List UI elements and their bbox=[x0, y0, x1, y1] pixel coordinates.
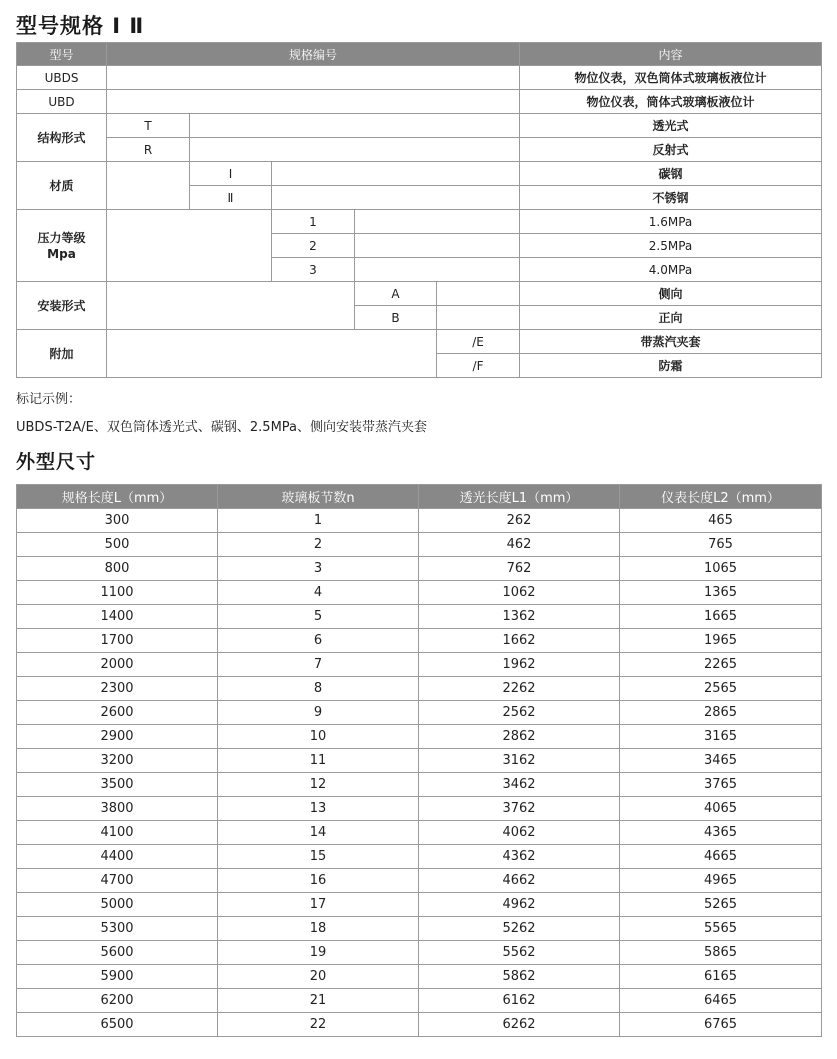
table-row bbox=[17, 797, 822, 821]
material-code: Ⅱ bbox=[190, 186, 272, 210]
material-desc: 不锈钢 bbox=[520, 186, 822, 210]
length-cell: 5300 bbox=[17, 917, 218, 941]
gauge-length-cell: 6165 bbox=[620, 965, 822, 989]
sections-cell: 10 bbox=[218, 725, 419, 749]
spec-header-row bbox=[17, 43, 822, 66]
table-row bbox=[17, 509, 822, 533]
visible-length-cell: 3762 bbox=[419, 797, 620, 821]
extra-desc: 防霜 bbox=[520, 354, 822, 378]
length-cell: 2000 bbox=[17, 653, 218, 677]
table-row bbox=[17, 989, 822, 1013]
header-spec-code: 规格编号 bbox=[107, 43, 520, 66]
header-length: 规格长度L（mm） bbox=[17, 485, 218, 509]
table-row bbox=[17, 821, 822, 845]
length-cell: 5900 bbox=[17, 965, 218, 989]
length-cell: 3200 bbox=[17, 749, 218, 773]
length-cell: 2300 bbox=[17, 677, 218, 701]
sections-cell: 12 bbox=[218, 773, 419, 797]
pressure-label-text: 压力等级 bbox=[37, 230, 86, 245]
blank-cell bbox=[107, 282, 355, 330]
header-visible-length: 透光长度L1（mm） bbox=[419, 485, 620, 509]
sections-cell: 7 bbox=[218, 653, 419, 677]
model-desc: 物位仪表，筒体式玻璃板液位计 bbox=[520, 90, 822, 114]
length-cell: 4700 bbox=[17, 869, 218, 893]
visible-length-cell: 762 bbox=[419, 557, 620, 581]
blank-cell bbox=[272, 162, 520, 186]
gauge-length-cell: 465 bbox=[620, 509, 822, 533]
model-code: UBD bbox=[17, 90, 107, 114]
install-label: 安装形式 bbox=[17, 282, 107, 330]
table-row bbox=[17, 893, 822, 917]
table-row bbox=[17, 941, 822, 965]
length-cell: 4100 bbox=[17, 821, 218, 845]
table-row bbox=[17, 677, 822, 701]
table-row bbox=[17, 869, 822, 893]
table-row bbox=[17, 114, 822, 138]
structure-code: T bbox=[107, 114, 190, 138]
sections-cell: 4 bbox=[218, 581, 419, 605]
table-row bbox=[17, 1013, 822, 1037]
length-cell: 300 bbox=[17, 509, 218, 533]
sections-cell: 13 bbox=[218, 797, 419, 821]
table-row bbox=[17, 749, 822, 773]
visible-length-cell: 1362 bbox=[419, 605, 620, 629]
pressure-unit: Mpa bbox=[47, 246, 76, 261]
length-cell: 1400 bbox=[17, 605, 218, 629]
table-row bbox=[17, 845, 822, 869]
pressure-desc: 1.6MPa bbox=[520, 210, 822, 234]
gauge-length-cell: 2565 bbox=[620, 677, 822, 701]
structure-desc: 反射式 bbox=[520, 138, 822, 162]
visible-length-cell: 3162 bbox=[419, 749, 620, 773]
gauge-length-cell: 1665 bbox=[620, 605, 822, 629]
sections-cell: 3 bbox=[218, 557, 419, 581]
sections-cell: 16 bbox=[218, 869, 419, 893]
length-cell: 5000 bbox=[17, 893, 218, 917]
visible-length-cell: 2862 bbox=[419, 725, 620, 749]
gauge-length-cell: 4365 bbox=[620, 821, 822, 845]
visible-length-cell: 2562 bbox=[419, 701, 620, 725]
blank-cell bbox=[107, 162, 190, 210]
gauge-length-cell: 5865 bbox=[620, 941, 822, 965]
page-title: 型号规格 Ⅰ Ⅱ bbox=[16, 14, 145, 38]
table-row bbox=[17, 210, 822, 234]
install-desc: 正向 bbox=[520, 306, 822, 330]
blank-cell bbox=[437, 282, 520, 306]
dims-table bbox=[16, 484, 822, 1037]
material-code: Ⅰ bbox=[190, 162, 272, 186]
sections-cell: 14 bbox=[218, 821, 419, 845]
gauge-length-cell: 3765 bbox=[620, 773, 822, 797]
length-cell: 3500 bbox=[17, 773, 218, 797]
install-code: B bbox=[355, 306, 437, 330]
blank-cell bbox=[272, 186, 520, 210]
gauge-length-cell: 5565 bbox=[620, 917, 822, 941]
visible-length-cell: 5562 bbox=[419, 941, 620, 965]
visible-length-cell: 4962 bbox=[419, 893, 620, 917]
gauge-length-cell: 1965 bbox=[620, 629, 822, 653]
blank-cell bbox=[190, 138, 520, 162]
sections-cell: 5 bbox=[218, 605, 419, 629]
sections-cell: 20 bbox=[218, 965, 419, 989]
sections-cell: 15 bbox=[218, 845, 419, 869]
pressure-code: 2 bbox=[272, 234, 355, 258]
model-code: UBDS bbox=[17, 66, 107, 90]
table-row bbox=[17, 917, 822, 941]
length-cell: 500 bbox=[17, 533, 218, 557]
blank-cell bbox=[355, 258, 520, 282]
sections-cell: 2 bbox=[218, 533, 419, 557]
pressure-label bbox=[17, 210, 107, 282]
visible-length-cell: 462 bbox=[419, 533, 620, 557]
blank-cell bbox=[107, 66, 520, 90]
table-row bbox=[17, 162, 822, 186]
visible-length-cell: 4662 bbox=[419, 869, 620, 893]
sections-cell: 11 bbox=[218, 749, 419, 773]
visible-length-cell: 6162 bbox=[419, 989, 620, 1013]
visible-length-cell: 1662 bbox=[419, 629, 620, 653]
dims-title: 外型尺寸 bbox=[16, 451, 97, 473]
dims-body bbox=[17, 509, 822, 1037]
visible-length-cell: 262 bbox=[419, 509, 620, 533]
length-cell: 2900 bbox=[17, 725, 218, 749]
sections-cell: 1 bbox=[218, 509, 419, 533]
length-cell: 6200 bbox=[17, 989, 218, 1013]
header-model: 型号 bbox=[17, 43, 107, 66]
extra-label: 附加 bbox=[17, 330, 107, 378]
table-row bbox=[17, 557, 822, 581]
visible-length-cell: 1962 bbox=[419, 653, 620, 677]
model-desc: 物位仪表，双色筒体式玻璃板液位计 bbox=[520, 66, 822, 90]
visible-length-cell: 3462 bbox=[419, 773, 620, 797]
sections-cell: 19 bbox=[218, 941, 419, 965]
visible-length-cell: 2262 bbox=[419, 677, 620, 701]
table-row bbox=[17, 965, 822, 989]
sections-cell: 6 bbox=[218, 629, 419, 653]
blank-cell bbox=[107, 90, 520, 114]
blank-cell bbox=[107, 330, 437, 378]
table-row bbox=[17, 90, 822, 114]
visible-length-cell: 1062 bbox=[419, 581, 620, 605]
gauge-length-cell: 2865 bbox=[620, 701, 822, 725]
gauge-length-cell: 1065 bbox=[620, 557, 822, 581]
structure-label: 结构形式 bbox=[17, 114, 107, 162]
gauge-length-cell: 765 bbox=[620, 533, 822, 557]
table-row bbox=[17, 66, 822, 90]
blank-cell bbox=[437, 306, 520, 330]
length-cell: 4400 bbox=[17, 845, 218, 869]
visible-length-cell: 5862 bbox=[419, 965, 620, 989]
sections-cell: 22 bbox=[218, 1013, 419, 1037]
visible-length-cell: 6262 bbox=[419, 1013, 620, 1037]
blank-cell bbox=[355, 210, 520, 234]
blank-cell bbox=[107, 210, 272, 282]
table-row bbox=[17, 282, 822, 306]
gauge-length-cell: 3165 bbox=[620, 725, 822, 749]
table-row bbox=[17, 725, 822, 749]
sections-cell: 9 bbox=[218, 701, 419, 725]
install-code: A bbox=[355, 282, 437, 306]
header-sections: 玻璃板节数n bbox=[218, 485, 419, 509]
pressure-code: 3 bbox=[272, 258, 355, 282]
table-row bbox=[17, 629, 822, 653]
length-cell: 1700 bbox=[17, 629, 218, 653]
length-cell: 6500 bbox=[17, 1013, 218, 1037]
pressure-desc: 2.5MPa bbox=[520, 234, 822, 258]
spec-table bbox=[16, 42, 822, 378]
length-cell: 2600 bbox=[17, 701, 218, 725]
sections-cell: 18 bbox=[218, 917, 419, 941]
length-cell: 5600 bbox=[17, 941, 218, 965]
gauge-length-cell: 3465 bbox=[620, 749, 822, 773]
table-row bbox=[17, 653, 822, 677]
table-row bbox=[17, 138, 822, 162]
gauge-length-cell: 1365 bbox=[620, 581, 822, 605]
pressure-code: 1 bbox=[272, 210, 355, 234]
table-row bbox=[17, 701, 822, 725]
visible-length-cell: 4362 bbox=[419, 845, 620, 869]
gauge-length-cell: 4965 bbox=[620, 869, 822, 893]
sections-cell: 8 bbox=[218, 677, 419, 701]
gauge-length-cell: 2265 bbox=[620, 653, 822, 677]
sections-cell: 17 bbox=[218, 893, 419, 917]
table-row bbox=[17, 533, 822, 557]
gauge-length-cell: 6465 bbox=[620, 989, 822, 1013]
visible-length-cell: 5262 bbox=[419, 917, 620, 941]
gauge-length-cell: 5265 bbox=[620, 893, 822, 917]
table-row bbox=[17, 581, 822, 605]
structure-code: R bbox=[107, 138, 190, 162]
material-desc: 碳钢 bbox=[520, 162, 822, 186]
table-row bbox=[17, 773, 822, 797]
length-cell: 3800 bbox=[17, 797, 218, 821]
example-text: UBDS-T2A/E、双色筒体透光式、碳钢、2.5MPa、侧向安装带蒸汽夹套 bbox=[16, 420, 428, 435]
material-label: 材质 bbox=[17, 162, 107, 210]
blank-cell bbox=[355, 234, 520, 258]
extra-code: /E bbox=[437, 330, 520, 354]
pressure-desc: 4.0MPa bbox=[520, 258, 822, 282]
table-row bbox=[17, 330, 822, 354]
structure-desc: 透光式 bbox=[520, 114, 822, 138]
install-desc: 侧向 bbox=[520, 282, 822, 306]
blank-cell bbox=[190, 114, 520, 138]
table-row bbox=[17, 605, 822, 629]
length-cell: 1100 bbox=[17, 581, 218, 605]
dims-header-row bbox=[17, 485, 822, 509]
extra-code: /F bbox=[437, 354, 520, 378]
header-gauge-length: 仪表长度L2（mm） bbox=[620, 485, 822, 509]
header-content: 内容 bbox=[520, 43, 822, 66]
visible-length-cell: 4062 bbox=[419, 821, 620, 845]
example-label: 标记示例： bbox=[16, 392, 82, 407]
gauge-length-cell: 4665 bbox=[620, 845, 822, 869]
extra-desc: 带蒸汽夹套 bbox=[520, 330, 822, 354]
gauge-length-cell: 6765 bbox=[620, 1013, 822, 1037]
gauge-length-cell: 4065 bbox=[620, 797, 822, 821]
sections-cell: 21 bbox=[218, 989, 419, 1013]
length-cell: 800 bbox=[17, 557, 218, 581]
